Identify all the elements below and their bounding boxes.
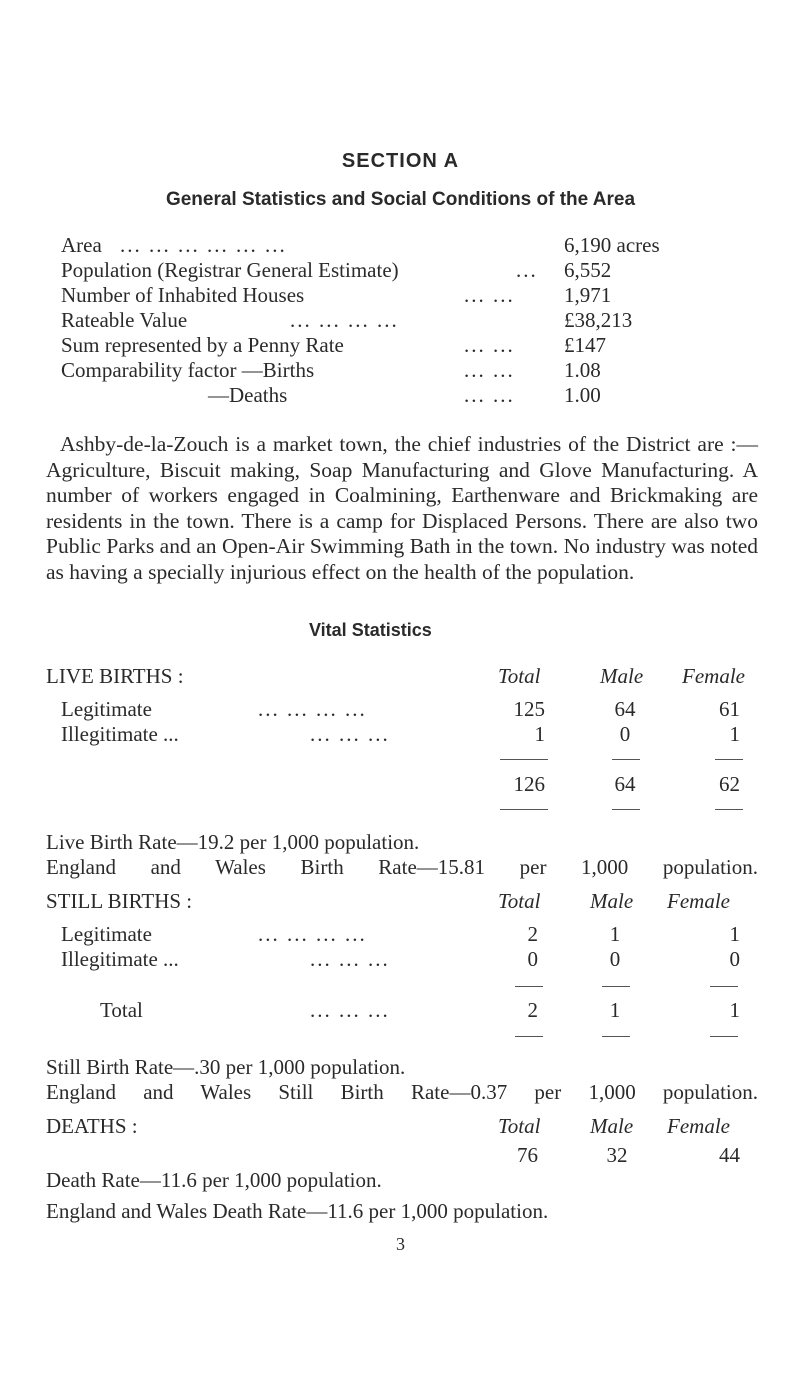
column-header-female: Female	[667, 889, 730, 913]
section-title: SECTION A	[341, 150, 460, 172]
stat-dots: ... ...	[464, 383, 515, 407]
still-birth-rate: Still Birth Rate—.30 per 1,000 population.	[46, 1055, 406, 1079]
stat-label-rateable-value: Rateable Value	[61, 308, 188, 332]
general-statistics-title: General Statistics and Social Conditions of the Area	[165, 189, 636, 210]
row-dots: ... ... ...	[310, 722, 390, 746]
column-header-female: Female	[667, 1114, 730, 1138]
stat-value-houses: 1,971	[564, 283, 612, 307]
sum-rule	[710, 986, 738, 987]
row-dots: ... ... ...	[310, 998, 390, 1022]
sum-rule	[515, 1036, 543, 1037]
cell-total: 1	[534, 722, 545, 746]
stat-dots: ... ...	[464, 333, 515, 357]
stat-label-comparability-births: Comparability factor —Births	[61, 358, 315, 382]
cell-female: 61	[719, 697, 740, 721]
cell-total: 0	[527, 947, 538, 971]
stat-dots: ... ... ... ... ... ...	[120, 233, 287, 257]
sum-rule	[602, 986, 630, 987]
stat-value-comparability-deaths: 1.00	[564, 383, 601, 407]
row-dots: ... ... ... ...	[258, 697, 367, 721]
column-header-male: Male	[600, 664, 644, 688]
stat-value-penny-rate: £147	[564, 333, 606, 357]
sum-rule	[515, 986, 543, 987]
total-cell-total: 126	[513, 772, 545, 796]
stat-value-comparability-births: 1.08	[564, 358, 601, 382]
sum-rule	[500, 809, 548, 810]
sum-rule	[500, 759, 548, 760]
stat-label-area: Area	[61, 233, 102, 257]
stat-dots: ... ... ... ...	[290, 308, 399, 332]
cell-male: 0	[609, 947, 621, 971]
row-label-legitimate: Legitimate	[61, 922, 152, 946]
row-label-total: Total	[100, 998, 143, 1022]
live-birth-rate: Live Birth Rate—19.2 per 1,000 population.	[46, 830, 420, 854]
total-cell-female: 1	[729, 998, 740, 1022]
column-header-total: Total	[498, 889, 541, 913]
death-rate: Death Rate—11.6 per 1,000 population.	[46, 1168, 382, 1192]
stat-value-area: 6,190 acres	[564, 233, 660, 257]
column-header-total: Total	[498, 664, 541, 688]
row-dots: ... ... ...	[310, 947, 390, 971]
stat-dots: ... ...	[464, 283, 515, 307]
deaths-female: 44	[719, 1143, 740, 1167]
column-header-male: Male	[590, 1114, 634, 1138]
page-number: 3	[396, 1234, 405, 1254]
total-cell-female: 62	[719, 772, 740, 796]
vital-statistics-title: Vital Statistics	[309, 620, 432, 640]
cell-total: 125	[513, 697, 545, 721]
cell-male: 64	[614, 697, 636, 721]
row-label-illegitimate: Illegitimate ...	[61, 722, 179, 746]
cell-total: 2	[527, 922, 538, 946]
total-cell-total: 2	[527, 998, 538, 1022]
deaths-heading: DEATHS :	[46, 1114, 138, 1138]
live-births-heading: LIVE BIRTHS :	[46, 664, 184, 688]
cell-female: 1	[729, 922, 740, 946]
stat-label-population: Population (Registrar General Estimate)	[61, 258, 399, 282]
sum-rule	[602, 1036, 630, 1037]
stat-value-population: 6,552	[564, 258, 612, 282]
national-still-birth-rate: England and Wales Still Birth Rate—0.37 per 1,000 population.	[46, 1080, 758, 1104]
cell-male: 1	[609, 922, 621, 946]
cell-female: 1	[729, 722, 740, 746]
national-birth-rate: England and Wales Birth Rate—15.81 per 1,000 population.	[46, 855, 758, 879]
sum-rule	[715, 759, 743, 760]
still-births-heading: STILL BIRTHS :	[46, 889, 193, 913]
national-death-rate: England and Wales Death Rate—11.6 per 1,000 population.	[46, 1199, 549, 1223]
intro-paragraph: Ashby-de-la-Zouch is a market town, the chief industries of the District are :—Agriculture, Biscuit making, Soap Manufacturing and Glove Manufacturing. A number of workers engaged in Coalmining, Earthenware and Brickmaking are residents in the town. There is a camp for Displaced Persons. There are also two Public Parks and an Open-Air Swimming Bath in the town. No industry was noted as having a specially injurious effect on the health of the population.	[46, 432, 758, 584]
row-label-illegitimate: Illegitimate ...	[61, 947, 179, 971]
stat-value-rateable-value: £38,213	[564, 308, 633, 332]
stat-dots: ... ...	[464, 358, 515, 382]
column-header-male: Male	[590, 889, 634, 913]
deaths-total: 76	[517, 1143, 538, 1167]
deaths-male: 32	[606, 1143, 628, 1167]
total-cell-male: 64	[614, 772, 636, 796]
stat-label-houses: Number of Inhabited Houses	[61, 283, 305, 307]
sum-rule	[612, 809, 640, 810]
column-header-female: Female	[682, 664, 745, 688]
cell-female: 0	[729, 947, 740, 971]
column-header-total: Total	[498, 1114, 541, 1138]
row-label-legitimate: Legitimate	[61, 697, 152, 721]
cell-male: 0	[619, 722, 631, 746]
stat-label-penny-rate: Sum represented by a Penny Rate	[61, 333, 344, 357]
stat-label-comparability-deaths: —Deaths	[208, 383, 288, 407]
total-cell-male: 1	[609, 998, 621, 1022]
sum-rule	[715, 809, 743, 810]
sum-rule	[612, 759, 640, 760]
row-dots: ... ... ... ...	[258, 922, 367, 946]
sum-rule	[710, 1036, 738, 1037]
stat-dots: ...	[516, 258, 538, 282]
